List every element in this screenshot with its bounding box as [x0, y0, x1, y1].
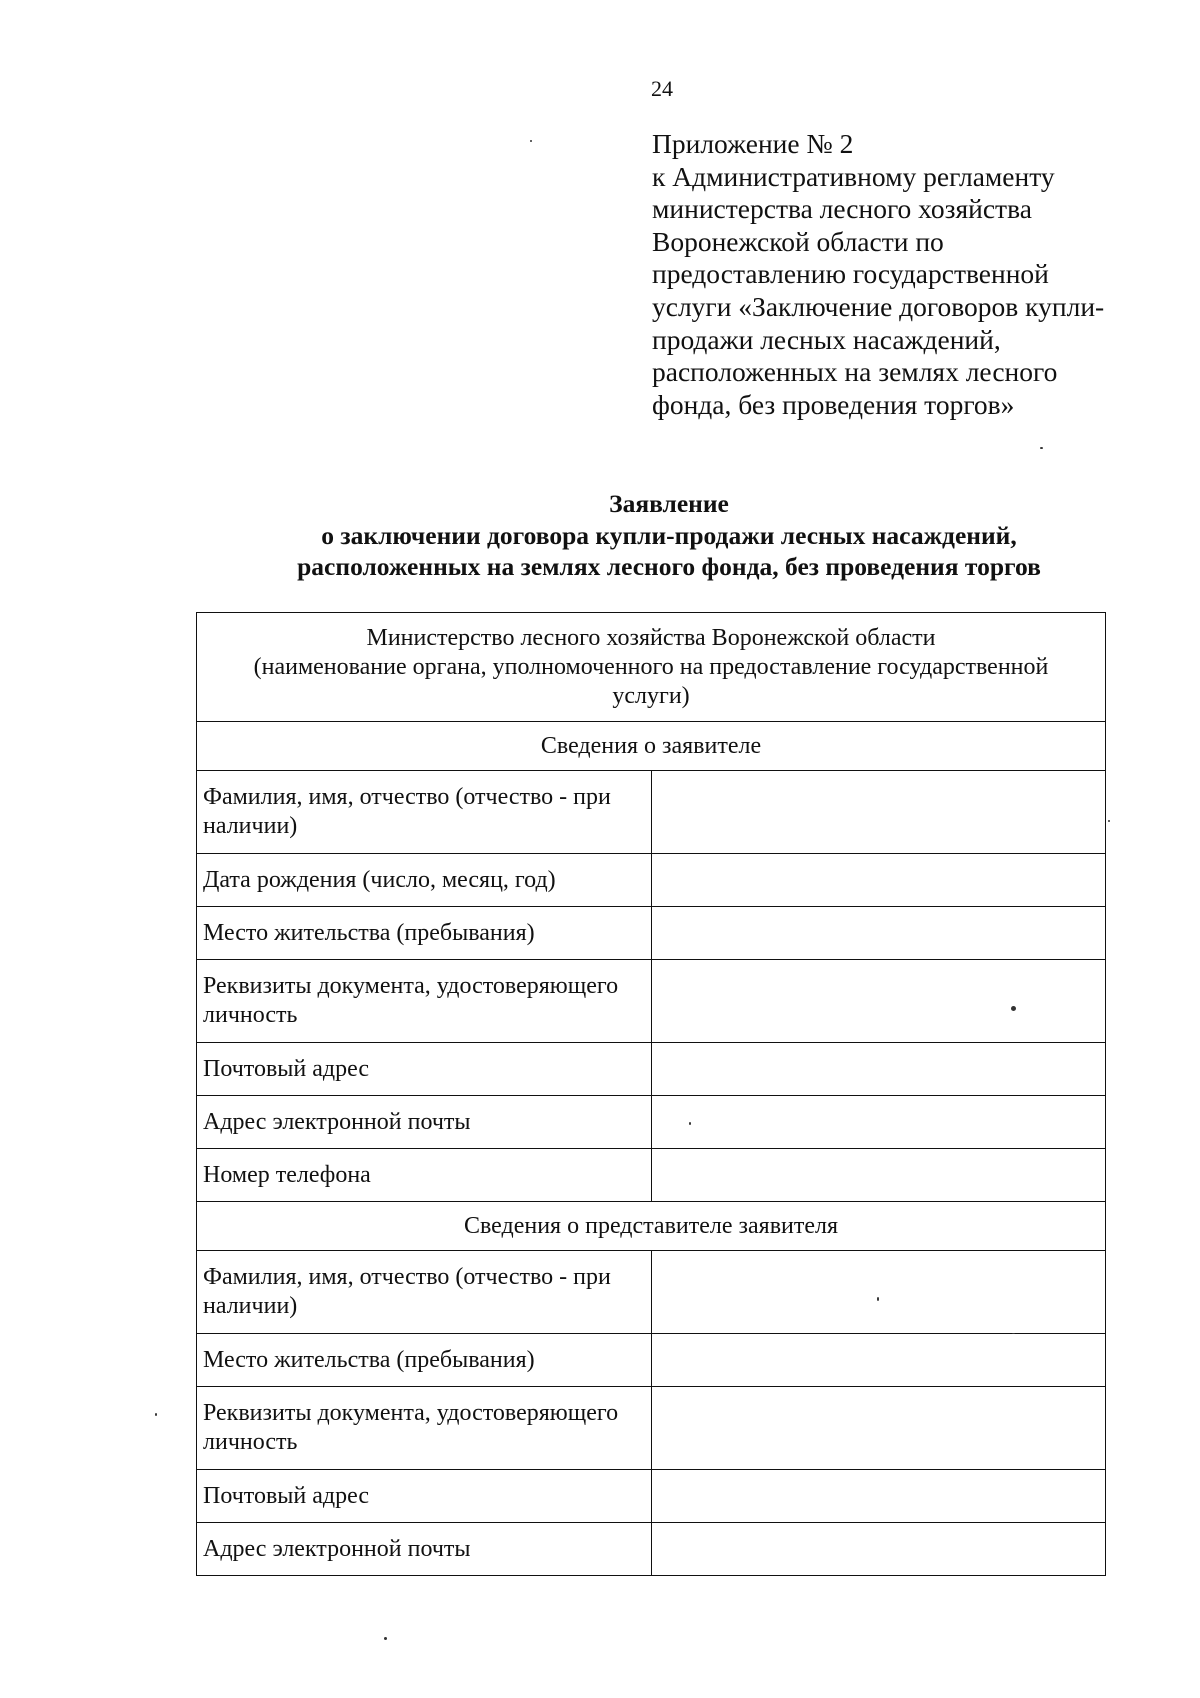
- applicant-full-name-field[interactable]: [651, 771, 1106, 854]
- applicant-birth-date-field[interactable]: [651, 854, 1106, 907]
- applicant-postal-address-field[interactable]: [651, 1043, 1106, 1096]
- scan-speck: [530, 140, 532, 142]
- representative-section-heading: Сведения о представителе заявителя: [197, 1202, 1106, 1251]
- applicant-phone-label: Номер телефона: [197, 1149, 652, 1202]
- representative-postal-address-field[interactable]: [651, 1470, 1106, 1523]
- authority-name: Министерство лесного хозяйства Воронежской области: [366, 624, 936, 651]
- applicant-section-heading: Сведения о заявителе: [197, 722, 1106, 771]
- page-number: 24: [651, 76, 673, 101]
- section-header-row: [197, 1202, 1106, 1251]
- appendix-line: министерства лесного хозяйства: [652, 193, 1032, 225]
- representative-email-label: Адрес электронной почты: [197, 1523, 652, 1576]
- representative-email-field[interactable]: [651, 1523, 1106, 1576]
- applicant-residence-label: Место жительства (пребывания): [197, 907, 652, 960]
- representative-id-document-label: Реквизиты документа, удостоверяющего личность: [197, 1387, 652, 1470]
- table-row: [197, 1334, 1106, 1387]
- representative-residence-field[interactable]: [651, 1334, 1106, 1387]
- authority-cell: [197, 613, 1106, 722]
- appendix-line: фонда, без проведения торгов»: [652, 388, 1015, 420]
- title-line: расположенных на землях лесного фонда, без проведения торгов: [297, 552, 1041, 581]
- appendix-line: Приложение № 2: [652, 128, 854, 159]
- representative-id-document-field[interactable]: [651, 1387, 1106, 1470]
- title-line: о заключении договора купли-продажи лесных насаждений,: [321, 520, 1017, 550]
- section-header-row: [197, 722, 1106, 771]
- scan-speck: [689, 1122, 691, 1125]
- table-row: [197, 771, 1106, 854]
- scan-speck: [877, 1297, 879, 1301]
- applicant-email-field[interactable]: [651, 1096, 1106, 1149]
- table-row: [197, 1149, 1106, 1202]
- table-row: [197, 907, 1106, 960]
- appendix-line: к Административному регламенту: [652, 160, 1055, 192]
- representative-residence-label: Место жительства (пребывания): [197, 1334, 652, 1387]
- scan-speck: [1108, 820, 1110, 822]
- applicant-postal-address-label: Почтовый адрес: [197, 1043, 652, 1096]
- scan-speck: [155, 1413, 157, 1416]
- authority-caption-end: услуги): [612, 682, 690, 709]
- application-form-table: [196, 612, 1106, 1576]
- applicant-phone-field[interactable]: [651, 1149, 1106, 1202]
- appendix-line: услуги «Заключение договоров купли-: [652, 290, 1105, 322]
- scan-speck: [1040, 447, 1043, 449]
- representative-full-name-field[interactable]: [651, 1251, 1106, 1334]
- table-row: [197, 854, 1106, 907]
- applicant-full-name-label: Фамилия, имя, отчество (отчество - при наличии): [197, 771, 652, 854]
- scan-speck: [1012, 1333, 1015, 1334]
- table-row: [197, 1096, 1106, 1149]
- table-row: [197, 960, 1106, 1043]
- appendix-line: предоставлению государственной: [652, 258, 1049, 290]
- applicant-email-label: Адрес электронной почты: [197, 1096, 652, 1149]
- appendix-note: [652, 128, 1172, 421]
- table-row: [197, 1470, 1106, 1523]
- applicant-birth-date-label: Дата рождения (число, месяц, год): [197, 854, 652, 907]
- applicant-residence-field[interactable]: [651, 907, 1106, 960]
- table-row: [197, 1043, 1106, 1096]
- authority-row: [197, 613, 1106, 722]
- applicant-id-document-field[interactable]: [651, 960, 1106, 1043]
- table-row: [197, 1523, 1106, 1576]
- table-row: [197, 1251, 1106, 1334]
- representative-postal-address-label: Почтовый адрес: [197, 1470, 652, 1523]
- scan-speck: [384, 1637, 387, 1640]
- document-title: [0, 488, 1200, 583]
- appendix-line: продажи лесных насаждений,: [652, 323, 1001, 355]
- scan-speck: [1011, 1006, 1016, 1011]
- authority-caption: (наименование органа, уполномоченного на предоставление государственной: [253, 653, 1049, 680]
- title-line: Заявление: [609, 489, 729, 518]
- applicant-id-document-label: Реквизиты документа, удостоверяющего личность: [197, 960, 652, 1043]
- table-row: [197, 1387, 1106, 1470]
- appendix-line: расположенных на землях лесного: [652, 356, 1058, 388]
- representative-full-name-label: Фамилия, имя, отчество (отчество - при наличии): [197, 1251, 652, 1334]
- appendix-line: Воронежской области по: [652, 225, 944, 257]
